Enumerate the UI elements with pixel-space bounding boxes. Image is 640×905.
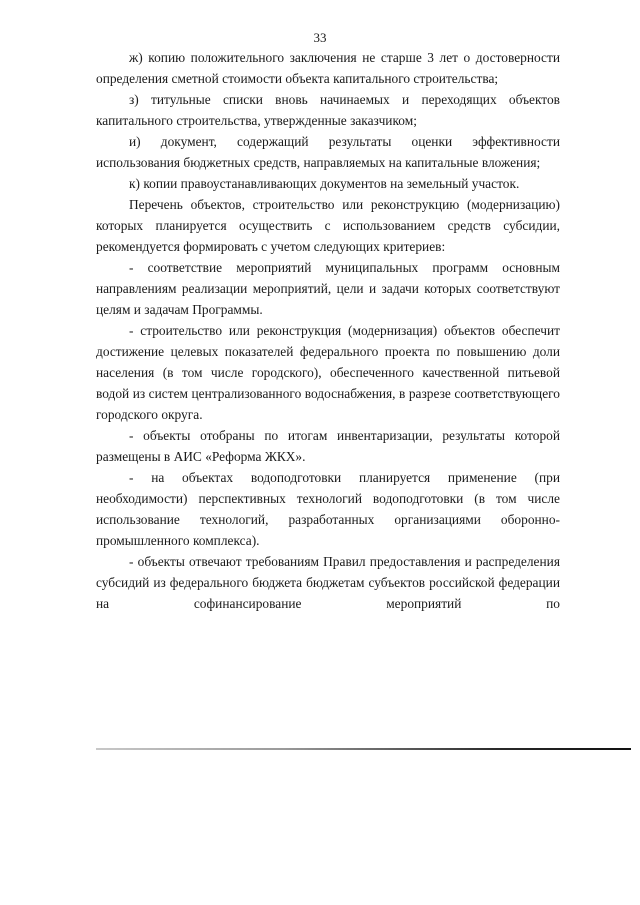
paragraph-item-z: з) титульные списки вновь начинаемых и переходящих объектов капитального строительства, утвержденные заказчиком; [96,92,560,128]
paragraph-item-zh: ж) копию положительного заключения не старше 3 лет о достоверности определения сметной стоимости объекта капитального строительства; [96,50,560,86]
paragraph-criterion-inventory: - объекты отобраны по итогам инвентаризации, результаты которой размещены в АИС «Реформа ЖКХ». [96,428,560,464]
paragraph-criterion-rules: - объекты отвечают требованиям Правил предоставления и распределения субсидий из федерального бюджета бюджетам субъектов российской федерации на софинансирование мероприятий по [96,554,560,611]
paragraph-item-i: и) документ, содержащий результаты оценки эффективности использования бюджетных средств, направляемых на капитальные вложения; [96,134,560,170]
footer-divider [96,748,631,750]
paragraph-criterion-technologies: - на объектах водоподготовки планируется применение (при необходимости) перспективных технологий водоподготовки (в том числе использование технологий, разработанных организациями оборонно-промышленного комплекса). [96,470,560,548]
document-body [96,47,560,614]
paragraph-criterion-programs: - соответствие мероприятий муниципальных программ основным направлениям реализации мероприятий, цели и задачи которых соответствуют целям и задачам Программы. [96,260,560,317]
paragraph-criterion-targets: - строительство или реконструкция (модернизация) объектов обеспечит достижение целевых показателей федерального проекта по повышению доли населения (в том числе городского), обеспеченного качественной питьевой водой из систем централизованного водоснабжения, в разрезе соответствующего городского округа. [96,323,560,422]
paragraph-criteria-intro: Перечень объектов, строительство или реконструкцию (модернизацию) которых планируется осуществить с использованием средств субсидии, рекомендуется формировать с учетом следующих критериев: [96,197,560,254]
paragraph-item-k: к) копии правоустанавливающих документов на земельный участок. [129,176,520,191]
page-number: 33 [313,30,327,45]
